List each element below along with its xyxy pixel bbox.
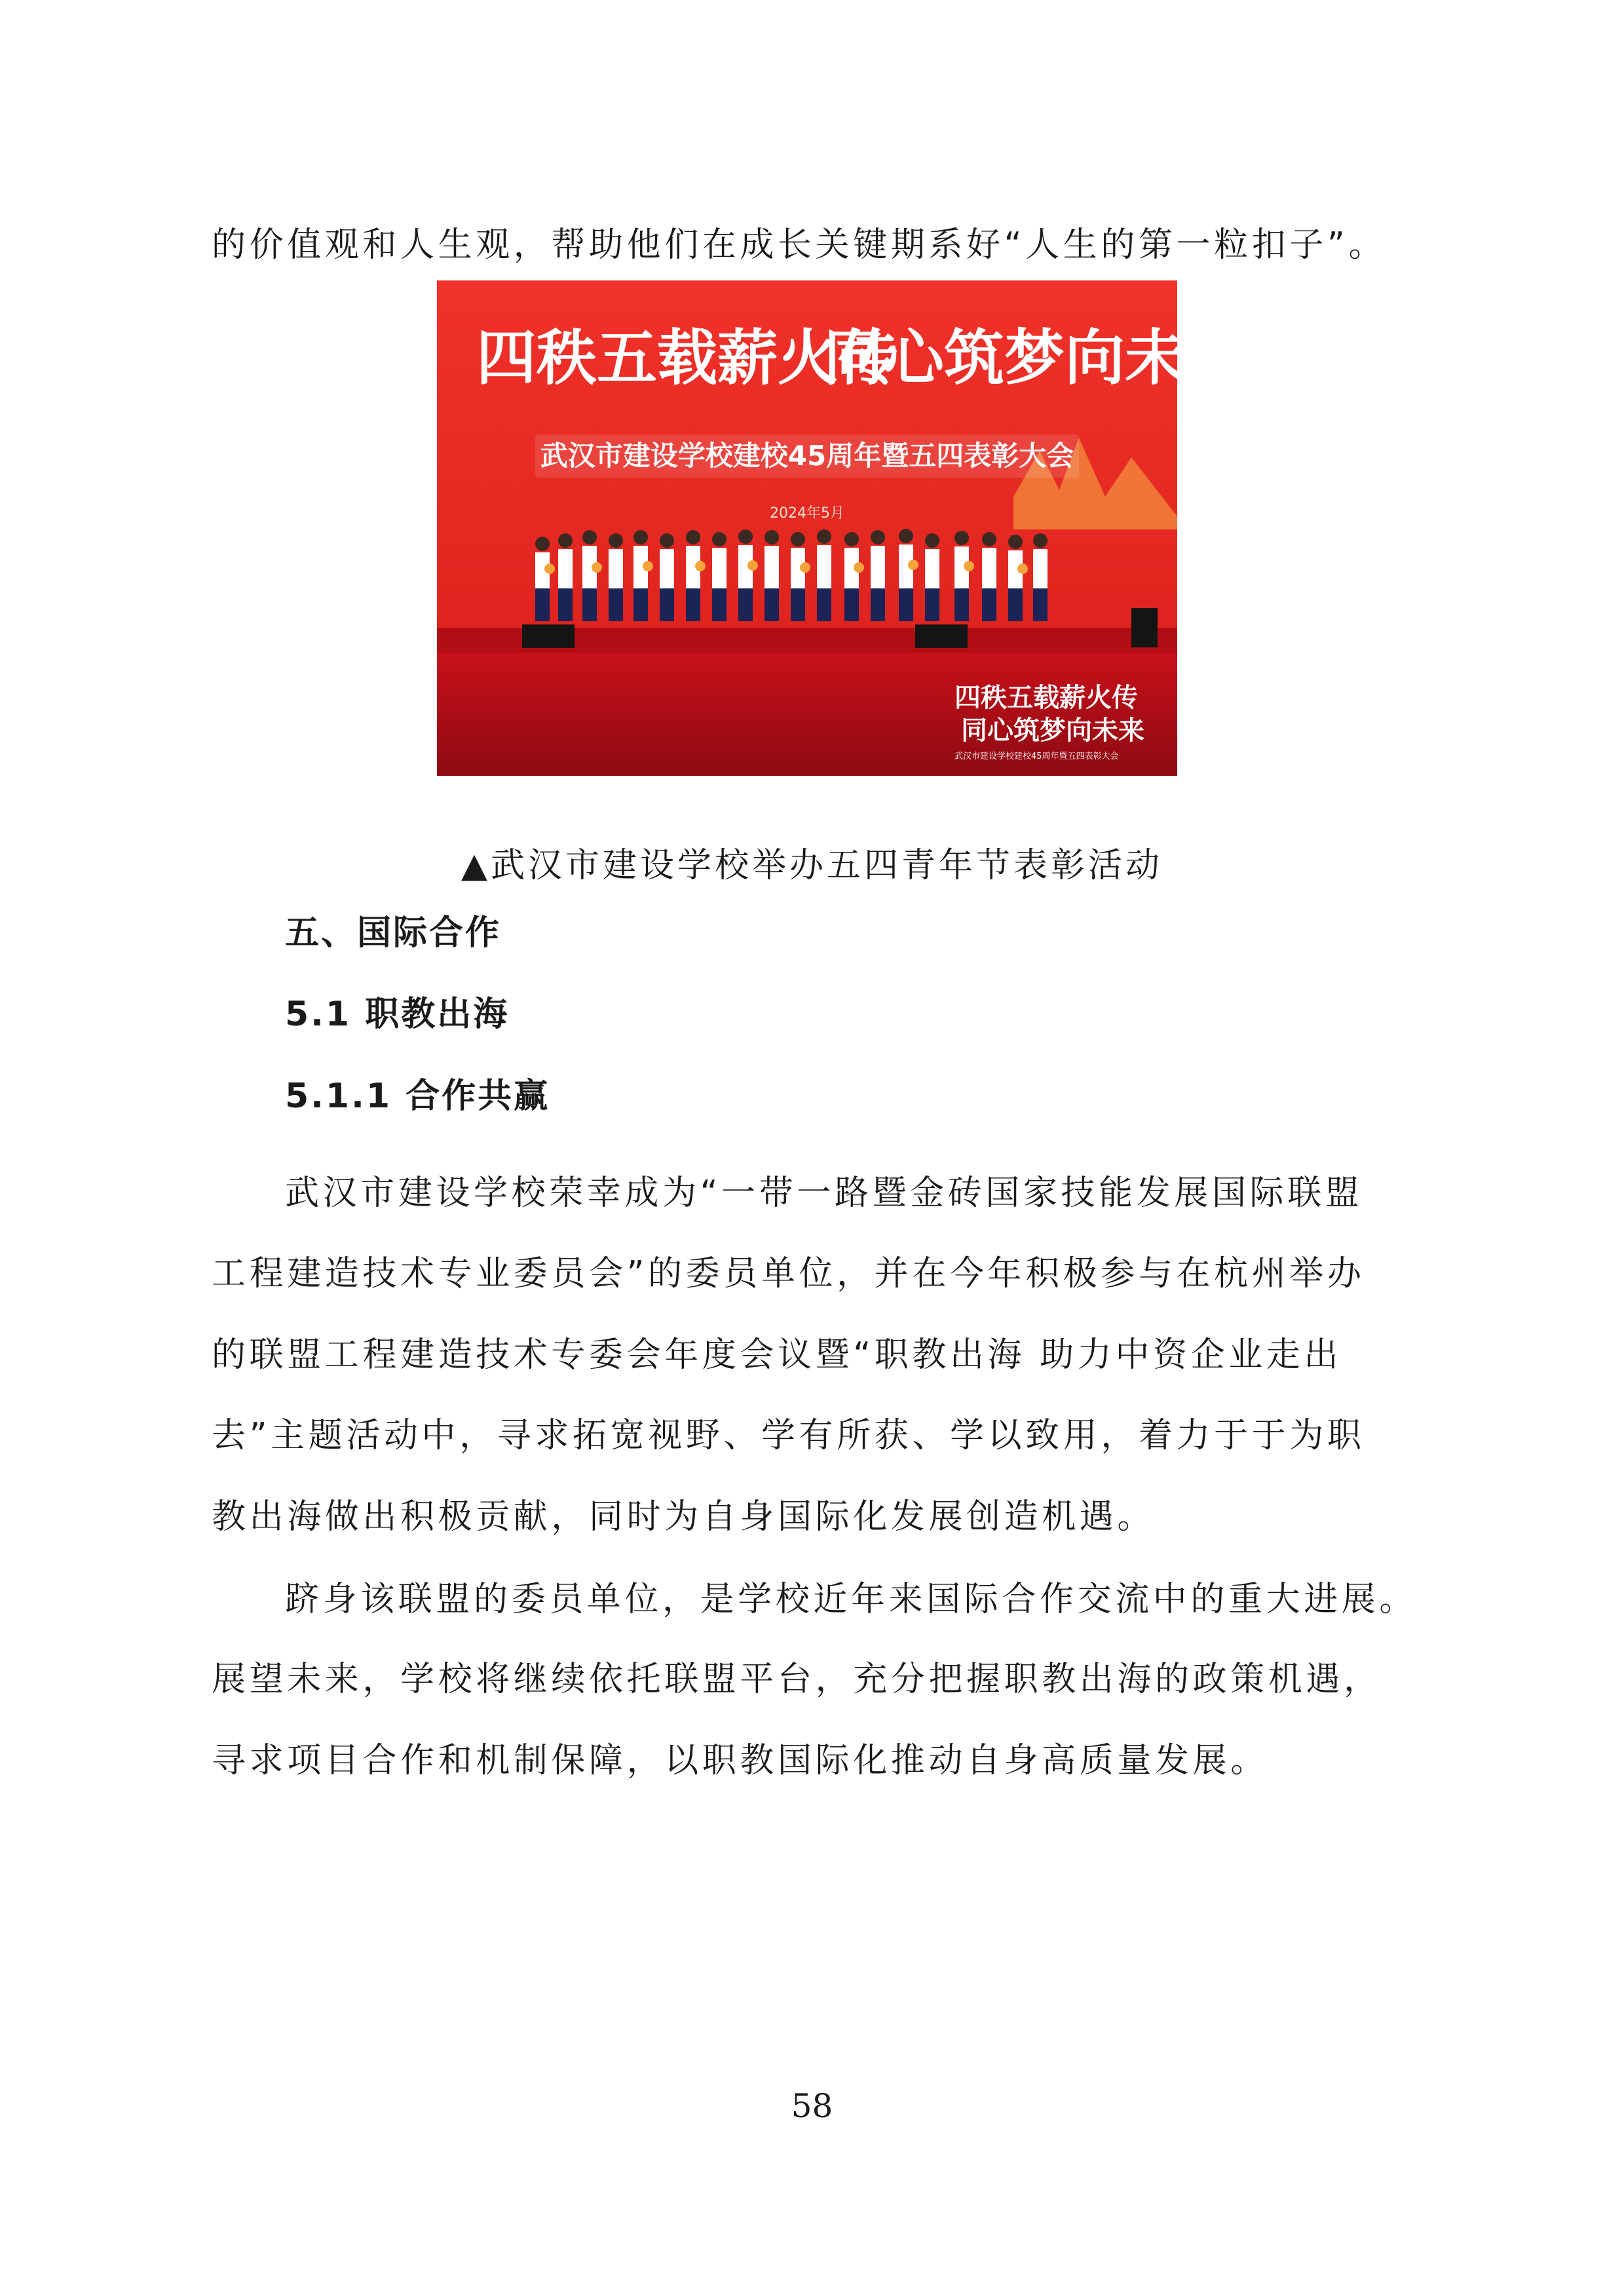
banner-date: 2024年5月 xyxy=(770,505,844,522)
paragraph-line: 教出海做出积极贡献，同时为自身国际化发展创造机遇。 xyxy=(212,1497,1156,1537)
paragraph-line: 展望未来，学校将继续依托联盟平台，充分把握职教出海的政策机遇， xyxy=(212,1660,1382,1699)
banner-title: 武汉市建设学校建校45周年暨五四表彰大会 xyxy=(540,440,1074,472)
banner-slogan-right: 同心筑梦向未来 xyxy=(823,322,1246,393)
paragraph-line: 跻身该联盟的委员单位，是学校近年来国际合作交流中的重大进展。 xyxy=(285,1580,1418,1619)
page-number: 58 xyxy=(791,2087,833,2125)
figure-caption: ▲武汉市建设学校举办五四青年节表彰活动 xyxy=(461,846,1163,885)
paragraph-line: 的价值观和人生观，帮助他们在成长关键期系好“人生的第一粒扣子”。 xyxy=(212,225,1387,265)
subsubsection-heading: 5.1.1 合作共赢 xyxy=(285,1077,550,1116)
paragraph-line: 武汉市建设学校荣幸成为“一带一路暨金砖国家技能发展国际联盟 xyxy=(285,1174,1363,1213)
paragraph-line: 寻求项目合作和机制保障，以职教国际化推动自身高质量发展。 xyxy=(212,1741,1268,1780)
subsection-heading: 5.1 职教出海 xyxy=(285,995,510,1034)
section-heading: 五、国际合作 xyxy=(285,913,502,953)
paragraph-line: 去”主题活动中，寻求拓宽视野、学有所获、学以致用，着力于于为职 xyxy=(212,1416,1365,1455)
corner-subtitle: 武汉市建设学校建校45周年暨五四表彰大会 xyxy=(954,752,1119,761)
banner-slogan-left: 四秩五载薪火传 xyxy=(476,322,899,393)
paragraph-line: 工程建造技术专业委员会”的委员单位，并在今年积极参与在杭州举办 xyxy=(212,1254,1365,1293)
corner-slogan-2: 同心筑梦向未来 xyxy=(961,715,1144,746)
corner-slogan-1: 四秩五载薪火传 xyxy=(954,682,1138,713)
paragraph-line: 的联盟工程建造技术专委会年度会议暨“职教出海 助力中资企业走出 xyxy=(212,1335,1342,1375)
award-ceremony-photo xyxy=(437,280,1246,776)
